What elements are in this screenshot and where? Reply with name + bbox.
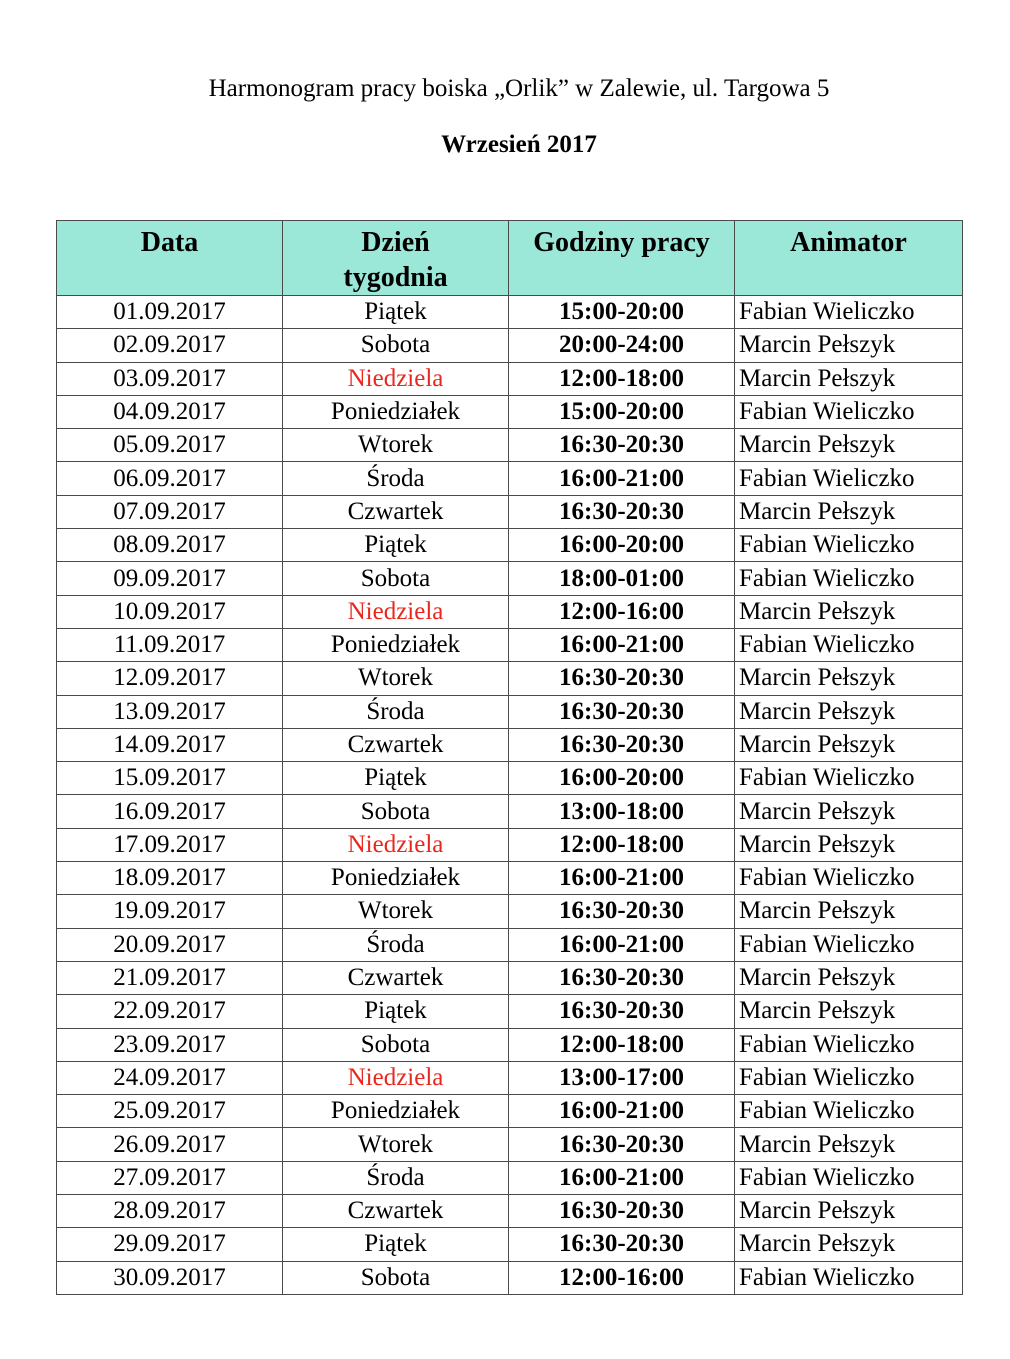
hours-cell: 12:00-18:00 (509, 1028, 735, 1061)
table-row (57, 762, 963, 795)
date-cell: 03.09.2017 (57, 362, 283, 395)
table-row (57, 928, 963, 961)
animator-cell: Fabian Wieliczko (735, 1261, 963, 1294)
day-cell: Sobota (283, 1261, 509, 1294)
date-cell: 20.09.2017 (57, 928, 283, 961)
day-cell: Czwartek (283, 728, 509, 761)
date-cell: 08.09.2017 (57, 529, 283, 562)
hours-cell: 13:00-17:00 (509, 1061, 735, 1094)
header-animator: Animator (735, 221, 963, 296)
hours-cell: 16:30-20:30 (509, 495, 735, 528)
animator-cell: Marcin Pełszyk (735, 329, 963, 362)
hours-cell: 12:00-16:00 (509, 1261, 735, 1294)
date-cell: 29.09.2017 (57, 1228, 283, 1261)
date-cell: 17.09.2017 (57, 828, 283, 861)
table-row (57, 795, 963, 828)
animator-cell: Fabian Wieliczko (735, 1061, 963, 1094)
document-title: Harmonogram pracy boiska „Orlik” w Zalewie, ul. Targowa 5 (208, 75, 830, 102)
table-row (57, 1095, 963, 1128)
animator-cell: Fabian Wieliczko (735, 1028, 963, 1061)
date-cell: 19.09.2017 (57, 895, 283, 928)
date-cell: 28.09.2017 (57, 1195, 283, 1228)
date-cell: 12.09.2017 (57, 662, 283, 695)
hours-cell: 12:00-16:00 (509, 595, 735, 628)
date-cell: 21.09.2017 (57, 961, 283, 994)
date-cell: 05.09.2017 (57, 429, 283, 462)
header-row (57, 221, 963, 296)
hours-cell: 12:00-18:00 (509, 362, 735, 395)
day-cell: Czwartek (283, 495, 509, 528)
hours-cell: 13:00-18:00 (509, 795, 735, 828)
table-row (57, 1195, 963, 1228)
day-cell: Środa (283, 1161, 509, 1194)
date-cell: 15.09.2017 (57, 762, 283, 795)
day-cell: Wtorek (283, 895, 509, 928)
hours-cell: 16:00-21:00 (509, 862, 735, 895)
date-cell: 30.09.2017 (57, 1261, 283, 1294)
animator-cell: Marcin Pełszyk (735, 362, 963, 395)
table-row (57, 862, 963, 895)
animator-cell: Fabian Wieliczko (735, 862, 963, 895)
table-row (57, 1228, 963, 1261)
day-cell: Niedziela (283, 595, 509, 628)
hours-cell: 12:00-18:00 (509, 828, 735, 861)
hours-cell: 16:30-20:30 (509, 995, 735, 1028)
hours-cell: 16:30-20:30 (509, 1128, 735, 1161)
table-row (57, 429, 963, 462)
table-row (57, 662, 963, 695)
table-row (57, 362, 963, 395)
table-row (57, 495, 963, 528)
header-day: Dzień tygodnia (283, 221, 509, 296)
table-row (57, 462, 963, 495)
hours-cell: 16:30-20:30 (509, 961, 735, 994)
date-cell: 23.09.2017 (57, 1028, 283, 1061)
header-date: Data (57, 221, 283, 296)
hours-cell: 16:00-21:00 (509, 462, 735, 495)
date-cell: 13.09.2017 (57, 695, 283, 728)
date-cell: 11.09.2017 (57, 628, 283, 661)
table-row (57, 895, 963, 928)
schedule-table (56, 220, 963, 1295)
document-subtitle: Wrzesień 2017 (441, 131, 597, 158)
animator-cell: Fabian Wieliczko (735, 529, 963, 562)
hours-cell: 15:00-20:00 (509, 296, 735, 329)
hours-cell: 16:00-21:00 (509, 928, 735, 961)
animator-cell: Marcin Pełszyk (735, 695, 963, 728)
day-cell: Sobota (283, 1028, 509, 1061)
day-cell: Piątek (283, 296, 509, 329)
hours-cell: 16:00-20:00 (509, 762, 735, 795)
animator-cell: Marcin Pełszyk (735, 495, 963, 528)
date-cell: 25.09.2017 (57, 1095, 283, 1128)
date-cell: 07.09.2017 (57, 495, 283, 528)
day-cell: Piątek (283, 529, 509, 562)
hours-cell: 16:30-20:30 (509, 695, 735, 728)
date-cell: 10.09.2017 (57, 595, 283, 628)
date-cell: 01.09.2017 (57, 296, 283, 329)
animator-cell: Marcin Pełszyk (735, 895, 963, 928)
date-cell: 24.09.2017 (57, 1061, 283, 1094)
table-row (57, 562, 963, 595)
day-cell: Niedziela (283, 828, 509, 861)
hours-cell: 16:00-20:00 (509, 529, 735, 562)
hours-cell: 16:30-20:30 (509, 1228, 735, 1261)
day-cell: Sobota (283, 795, 509, 828)
day-cell: Wtorek (283, 1128, 509, 1161)
animator-cell: Marcin Pełszyk (735, 828, 963, 861)
date-cell: 27.09.2017 (57, 1161, 283, 1194)
day-cell: Piątek (283, 762, 509, 795)
table-row (57, 1028, 963, 1061)
animator-cell: Fabian Wieliczko (735, 462, 963, 495)
day-cell: Środa (283, 928, 509, 961)
animator-cell: Fabian Wieliczko (735, 562, 963, 595)
date-cell: 02.09.2017 (57, 329, 283, 362)
animator-cell: Marcin Pełszyk (735, 429, 963, 462)
animator-cell: Fabian Wieliczko (735, 762, 963, 795)
table-row (57, 595, 963, 628)
animator-cell: Fabian Wieliczko (735, 395, 963, 428)
date-cell: 26.09.2017 (57, 1128, 283, 1161)
animator-cell: Marcin Pełszyk (735, 1128, 963, 1161)
animator-cell: Marcin Pełszyk (735, 1195, 963, 1228)
header-hours: Godziny pracy (509, 221, 735, 296)
day-cell: Poniedziałek (283, 1095, 509, 1128)
hours-cell: 18:00-01:00 (509, 562, 735, 595)
day-cell: Piątek (283, 1228, 509, 1261)
hours-cell: 16:00-21:00 (509, 1095, 735, 1128)
animator-cell: Fabian Wieliczko (735, 1161, 963, 1194)
animator-cell: Marcin Pełszyk (735, 961, 963, 994)
animator-cell: Fabian Wieliczko (735, 1095, 963, 1128)
hours-cell: 16:30-20:30 (509, 662, 735, 695)
hours-cell: 16:30-20:30 (509, 728, 735, 761)
table-row (57, 1061, 963, 1094)
table-row (57, 728, 963, 761)
date-cell: 06.09.2017 (57, 462, 283, 495)
day-cell: Czwartek (283, 1195, 509, 1228)
table-row (57, 995, 963, 1028)
table-row (57, 1161, 963, 1194)
animator-cell: Marcin Pełszyk (735, 595, 963, 628)
hours-cell: 16:30-20:30 (509, 429, 735, 462)
table-row (57, 1261, 963, 1294)
animator-cell: Marcin Pełszyk (735, 995, 963, 1028)
hours-cell: 20:00-24:00 (509, 329, 735, 362)
hours-cell: 15:00-20:00 (509, 395, 735, 428)
table-row (57, 628, 963, 661)
table-body (57, 296, 963, 1295)
date-cell: 18.09.2017 (57, 862, 283, 895)
table-row (57, 828, 963, 861)
hours-cell: 16:30-20:30 (509, 895, 735, 928)
table-row (57, 296, 963, 329)
day-cell: Środa (283, 695, 509, 728)
day-cell: Środa (283, 462, 509, 495)
table-row (57, 695, 963, 728)
date-cell: 22.09.2017 (57, 995, 283, 1028)
day-cell: Czwartek (283, 961, 509, 994)
day-cell: Wtorek (283, 429, 509, 462)
table-row (57, 395, 963, 428)
animator-cell: Marcin Pełszyk (735, 1228, 963, 1261)
animator-cell: Fabian Wieliczko (735, 296, 963, 329)
date-cell: 09.09.2017 (57, 562, 283, 595)
date-cell: 16.09.2017 (57, 795, 283, 828)
table-row (57, 1128, 963, 1161)
animator-cell: Fabian Wieliczko (735, 928, 963, 961)
hours-cell: 16:00-21:00 (509, 1161, 735, 1194)
hours-cell: 16:30-20:30 (509, 1195, 735, 1228)
day-cell: Niedziela (283, 362, 509, 395)
day-cell: Wtorek (283, 662, 509, 695)
day-cell: Sobota (283, 562, 509, 595)
date-cell: 14.09.2017 (57, 728, 283, 761)
table-row (57, 961, 963, 994)
animator-cell: Marcin Pełszyk (735, 795, 963, 828)
table-row (57, 529, 963, 562)
day-cell: Poniedziałek (283, 628, 509, 661)
animator-cell: Marcin Pełszyk (735, 662, 963, 695)
hours-cell: 16:00-21:00 (509, 628, 735, 661)
day-cell: Piątek (283, 995, 509, 1028)
day-cell: Sobota (283, 329, 509, 362)
day-cell: Niedziela (283, 1061, 509, 1094)
table-header (57, 221, 963, 296)
animator-cell: Fabian Wieliczko (735, 628, 963, 661)
day-cell: Poniedziałek (283, 395, 509, 428)
animator-cell: Marcin Pełszyk (735, 728, 963, 761)
day-cell: Poniedziałek (283, 862, 509, 895)
table-row (57, 329, 963, 362)
date-cell: 04.09.2017 (57, 395, 283, 428)
